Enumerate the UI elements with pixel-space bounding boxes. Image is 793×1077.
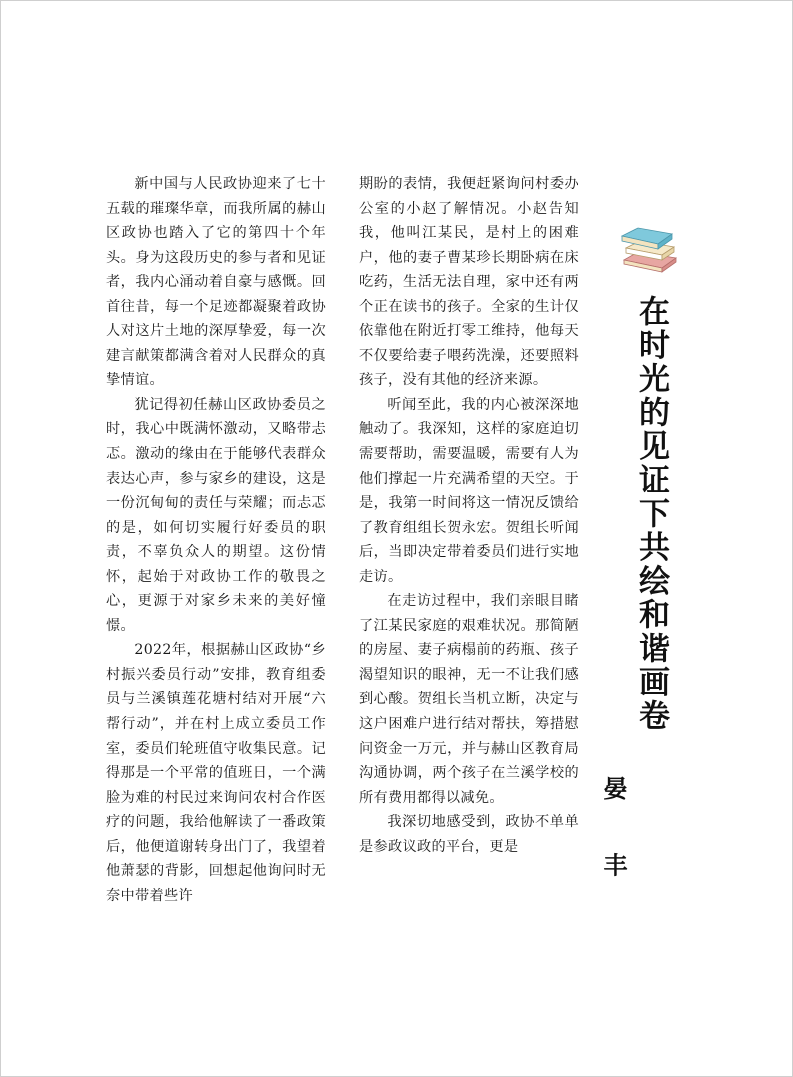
paragraph: 我深切地感受到，政协不单单是参政议政的平台，更是: [359, 814, 579, 855]
article-column-2: [359, 172, 579, 859]
paragraph: 新中国与人民政协迎来了七十五载的璀璨华章，而我所属的赫山区政协也踏入了它的第四十个年头。身为这段历史的参与者和见证者，我内心涌动着自豪与感慨。回首往昔，每一个足迹都凝聚着政协人对这片土地的深厚挚爱，每一次建言献策都满含着对人民群众的真挚情谊。: [106, 176, 326, 389]
stacked-books-icon: [618, 222, 680, 276]
paragraph: 听闻至此，我的内心被深深地触动了。我深知，这样的家庭迫切需要帮助，需要温暖，需要有人为他们撑起一片充满希望的天空。于是，我第一时间将这一情况反馈给了教育组组长贺永宏。贺组长听闻后，当即决定带着委员们进行实地走访。: [359, 396, 579, 585]
author-name: 晏 丰: [599, 776, 628, 899]
paragraph: 在走访过程中，我们亲眼目睹了江某民家庭的艰难状况。那简陋的房屋、妻子病榻前的药瓶、孩子渴望知识的眼神，无一不让我们感到心酸。贺组长当机立断，决定与这户困难户进行结对帮扶，筹措慰问资金一万元，并与赫山区教育局沟通协调，两个孩子在兰溪学校的所有费用都得以减免。: [359, 593, 579, 806]
article-title: 在时光的见证下共绘和谐画卷: [633, 295, 669, 734]
paragraph: 犹记得初任赫山区政协委员之时，我心中既满怀激动，又略带忐忑。激动的缘由在于能够代表群众表达心声，参与家乡的建设，这是一份沉甸甸的责任与荣耀；而忐忑的是，如何切实履行好委员的职责，不辜负众人的期望。这份情怀，起始于对政协工作的敬畏之心，更源于对家乡未来的美好憧憬。: [106, 396, 326, 634]
article-column-1: [106, 172, 326, 908]
paragraph: 期盼的表情，我便赶紧询问村委办公室的小赵了解情况。小赵告知我，他叫江某民，是村上的困难户，他的妻子曹某珍长期卧病在床吃药，生活无法自理，家中还有两个正在读书的孩子。全家的生计仅依靠他在附近打零工维持，他每天不仅要给妻子喂药洗澡，还要照料孩子，没有其他的经济来源。: [359, 176, 579, 389]
paragraph: 2022年，根据赫山区政协“乡村振兴委员行动”安排，教育组委员与兰溪镇莲花塘村结对开展“六帮行动”，并在村上成立委员工作室，委员们轮班值守收集民意。记得那是一个平常的值班日，一个满脸为难的村民过来询问农村合作医疗的问题，我给他解读了一番政策后，他便道谢转身出门了，我望着他萧瑟的背影，回想起他询问时无奈中带着些许: [106, 642, 326, 904]
